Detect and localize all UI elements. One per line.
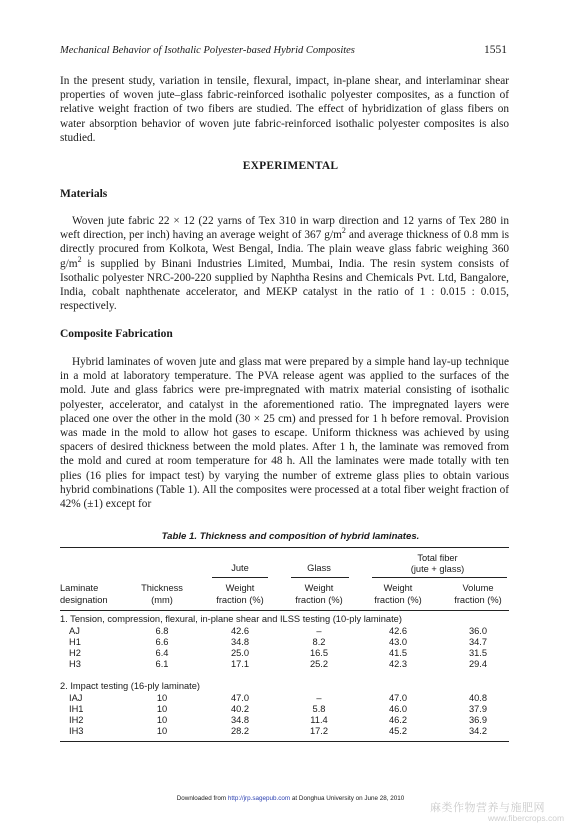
group-header-glass: Glass bbox=[307, 563, 331, 573]
col-header-total-weight: Weight bbox=[383, 583, 413, 593]
group-header-total-1: Total fiber bbox=[417, 553, 458, 563]
col-header-laminate-2: designation bbox=[60, 595, 108, 605]
intro-paragraph: In the present study, variation in tensile, flexural, impact, in-plane shear, and interlaminar shear properties of woven jute–glass fabric-reinforced isothalic polyester composites, as a function of relative weight fraction of two fibers are studied. The effect of hybridization of glass fibers on water absorption behavior of woven jute fabric-reinforced isothalic polyester composites is also studied. bbox=[60, 75, 509, 144]
col-header-thickness-2: (mm) bbox=[151, 595, 173, 605]
table-bottom-rule bbox=[60, 741, 509, 742]
col-header-jute-weight-2: fraction (%) bbox=[216, 595, 264, 605]
col-header-total-volume: Volume bbox=[462, 583, 494, 593]
footer-link[interactable]: http://jrp.sagepub.com bbox=[227, 795, 291, 802]
table-caption: Table 1. Thickness and composition of hybrid laminates. bbox=[161, 531, 420, 542]
col-header-total-volume-2: fraction (%) bbox=[454, 595, 502, 605]
download-footer: Downloaded from http://jrp.sagepub.com at Donghua University on June 28, 2010 bbox=[176, 795, 405, 802]
col-header-laminate: Laminate bbox=[60, 583, 99, 593]
materials-paragraph: Woven jute fabric 22 × 12 (22 yarns of Tex 310 in warp direction and 12 yarns of Tex 280 in weft direction, per inch) having an average weight of 367 $g/m^2$ and average thickness of 0.8 mm is directly procured from Kolkota, West Bengal, India. The plain weave glass fabric weighing 360 $g/m^2$ is supplied by Binani Industries Limited, Mumbai, India. The resin system consists of Isothalic polyester NRC-200-220 supplied by Naphtha Resins and Chemicals Pvt. Ltd, Bangalore, India, cobalt naphthenate accelerator, and MEKP catalyst in the ratio of 1 : 0.015 : 0.015, respectively. bbox=[60, 215, 509, 313]
group-header-total-2: (jute + glass) bbox=[410, 564, 465, 574]
watermark-cn: 麻类作物营养与施肥网 bbox=[430, 802, 545, 814]
group-header-jute: Jute bbox=[231, 563, 249, 573]
experimental-heading: EXPERIMENTAL bbox=[242, 160, 339, 172]
composite-fabrication-heading: Composite Fabrication bbox=[60, 328, 173, 340]
table-section-2: 2. Impact testing (16-ply laminate) bbox=[60, 681, 201, 691]
col-header-glass-weight-2: fraction (%) bbox=[295, 595, 343, 605]
watermark-url: www.fibercrops.com bbox=[488, 813, 565, 823]
col-header-glass-weight: Weight bbox=[304, 583, 334, 593]
page-number: 1551 bbox=[484, 44, 507, 56]
table-top-rule bbox=[60, 547, 509, 548]
superscript: 2 bbox=[77, 254, 82, 264]
col-header-thickness: Thickness bbox=[141, 583, 183, 593]
table-section-1: 1. Tension, compression, flexural, in-plane shear and ILSS testing (10-ply laminate) bbox=[60, 614, 402, 624]
glass-group-rule bbox=[291, 577, 349, 578]
materials-heading: Materials bbox=[60, 188, 108, 200]
superscript: 2 bbox=[341, 226, 346, 236]
jute-group-rule bbox=[212, 577, 268, 578]
fabrication-paragraph: Hybrid laminates of woven jute and glass mat were prepared by a simple hand lay-up technique in a mold at laboratory temperature. The PVA release agent was applied to the surfaces of the mold. Jute and glass fabrics were pre-impregnated with matrix material consisting of isothalic polyester, accelerator, and catalyst in the aforementioned ratio. The impregnated layers were placed one over the other in the mold (30 × 25 cm) and pressed for 1 h before removal. Provision was made in the mold to allow hot gases to escape. Uniform thickness was achieved by using spacers of desired thickness between the mold plates. After 1 h, the laminate was removed from the mold and cured at room temperature for 48 h. All the laminates were made totally with ten plies (16 plies for impact test) by varying the number of extreme glass plies to obtain various hybrid combinations (Table 1). All the composites were processed at a total fiber weight fraction of 42% (±1) except for bbox=[60, 356, 509, 511]
table-header-rule bbox=[60, 610, 509, 611]
journal-running-title: Mechanical Behavior of Isothalic Polyester-based Hybrid Composites bbox=[60, 45, 355, 56]
col-header-jute-weight: Weight bbox=[225, 583, 255, 593]
total-group-rule bbox=[372, 577, 507, 578]
col-header-total-weight-2: fraction (%) bbox=[374, 595, 422, 605]
